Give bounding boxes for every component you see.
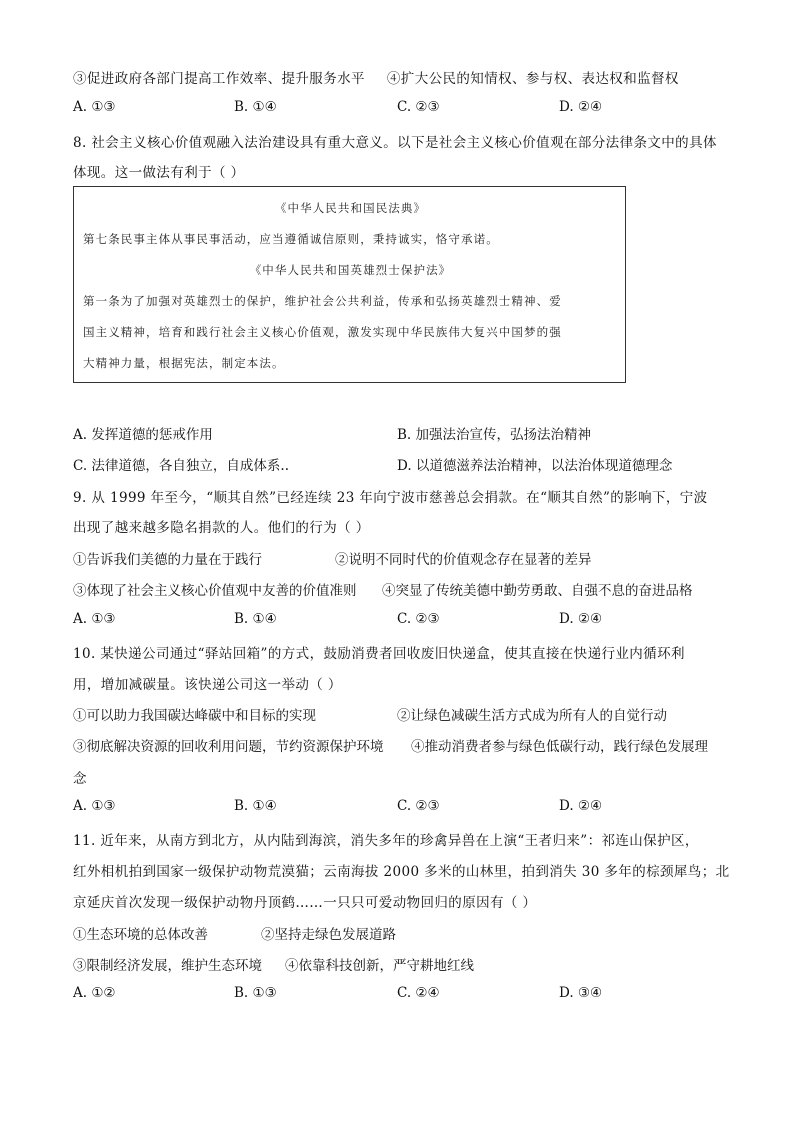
q9-option-d[interactable]: D. ②④ xyxy=(559,611,603,627)
law-text-heroes-line-1: 第一条为了加强对英雄烈士的保护，维护社会公共利益，传承和弘扬英雄烈士精神、爱 xyxy=(83,294,562,308)
q11-stmt-1: ①生态环境的总体改善 xyxy=(73,927,208,943)
q11-options xyxy=(73,985,713,1005)
q10-stmt-4: ④推动消费者参与绿色低碳行动，践行绿色发展理 xyxy=(411,739,708,755)
q10-stmt-2: ②让绿色减碳生活方式成为所有人的自觉行动 xyxy=(397,708,667,724)
q11-option-c[interactable]: C. ②④ xyxy=(397,985,440,1001)
q11-option-d[interactable]: D. ③④ xyxy=(559,985,603,1001)
q8-option-c[interactable]: C. 法律道德，各自独立，自成体系.. xyxy=(73,458,290,474)
q8-option-b[interactable]: B. 加强法治宣传，弘扬法治精神 xyxy=(397,427,592,443)
q9-stmt-4: ④突显了传统美德中勤劳勇敢、自强不息的奋进品格 xyxy=(382,583,693,599)
q8-law-excerpt-box xyxy=(73,186,626,383)
q11-stem-line-1: 11. 近年来，从南方到北方，从内陆到海滨，消失多年的珍禽异兽在上演“王者归来”：祁连山保护区， xyxy=(73,833,699,849)
q11-stem-line-3: 京延庆首次发现一级保护动物丹顶鹤……一只只可爱动物回归的原因有（ ） xyxy=(73,895,537,911)
q10-stmt-4-cont: 念 xyxy=(73,771,87,787)
q10-option-b[interactable]: B. ①④ xyxy=(234,798,277,814)
q9-option-c[interactable]: C. ②③ xyxy=(397,611,440,627)
q11-stem-line-2: 红外相机拍到国家一级保护动物荒漠猫；云南海拔 2000 多米的山林里，拍到消失 30 多年的棕颈犀鸟；北 xyxy=(73,864,730,880)
q7-option-a[interactable]: A. ①③ xyxy=(73,99,116,115)
q10-stmt-1: ①可以助力我国碳达峰碳中和目标的实现 xyxy=(73,708,316,724)
law-text-heroes-line-3: 大精神力量，根据宪法，制定本法。 xyxy=(83,356,285,370)
q9-stem-line-2: 出现了越来越多隐名捐款的人。他们的行为（ ） xyxy=(73,520,370,536)
q7-option-c[interactable]: C. ②③ xyxy=(397,99,440,115)
q11-stmt-2: ②坚持走绿色发展道路 xyxy=(261,927,396,943)
q8-options-row-2 xyxy=(73,454,713,474)
q11-stmt-4: ④依靠科技创新，严守耕地红线 xyxy=(285,958,474,974)
q10-options xyxy=(73,798,713,818)
q8-stem-line-1: 8. 社会主义核心价值观融入法治建设具有重大意义。以下是社会主义核心价值观在部分法律条文中的具体 xyxy=(73,135,717,151)
q11-stmt-3: ③限制经济发展，维护生态环境 xyxy=(73,958,262,974)
q9-option-a[interactable]: A. ①③ xyxy=(73,611,116,627)
q7-stmt-3: ③促进政府各部门提高工作效率、提升服务水平 xyxy=(73,71,365,87)
q7-option-b[interactable]: B. ①④ xyxy=(234,99,277,115)
q9-option-b[interactable]: B. ①④ xyxy=(234,611,277,627)
law-text-civil-code: 第七条民事主体从事民事活动，应当遵循诚信原则，秉持诚实，恪守承诺。 xyxy=(83,232,499,246)
q7-statements-row xyxy=(73,67,679,87)
q7-option-d[interactable]: D. ②④ xyxy=(559,99,603,115)
q10-stem-line-2: 用，增加减碳量。该快递公司这一举动（ ） xyxy=(73,677,342,693)
q8-stem-line-2: 体现。这一做法有利于（ ） xyxy=(73,165,245,181)
q8-option-a[interactable]: A. 发挥道德的惩戒作用 xyxy=(73,427,213,443)
q10-stmt-3: ③彻底解决资源的回收利用问题，节约资源保护环境 xyxy=(73,739,384,755)
q11-option-a[interactable]: A. ①② xyxy=(73,985,116,1001)
q9-stmt-1: ①告诉我们美德的力量在于践行 xyxy=(73,552,262,568)
q10-option-d[interactable]: D. ②④ xyxy=(559,798,603,814)
q10-option-c[interactable]: C. ②③ xyxy=(397,798,440,814)
q8-options-row-1 xyxy=(73,423,713,443)
law-title-heroes-protection: 《中华人民共和国英雄烈士保护法》 xyxy=(249,263,452,277)
q10-stem-line-1: 10. 某快递公司通过“驿站回箱”的方式，鼓励消费者回收废旧快递盒，使其直接在快递行业内循环利 xyxy=(73,646,685,662)
q7-options xyxy=(73,99,713,119)
law-title-civil-code: 《中华人民共和国民法典》 xyxy=(274,201,427,215)
q10-option-a[interactable]: A. ①③ xyxy=(73,798,116,814)
q7-stmt-4: ④扩大公民的知情权、参与权、表达权和监督权 xyxy=(386,71,679,87)
q9-options xyxy=(73,611,713,631)
q8-option-d[interactable]: D. 以道德滋养法治精神，以法治体现道德理念 xyxy=(397,458,673,474)
q9-stmt-2: ②说明不同时代的价值观念存在显著的差异 xyxy=(335,552,592,568)
q9-stem-line-1: 9. 从 1999 年至今，“顺其自然”已经连续 23 年向宁波市慈善总会捐款。在“顺其自然”的影响下，宁波 xyxy=(73,490,708,506)
q9-stmt-3: ③体现了社会主义核心价值观中友善的价值准则 xyxy=(73,583,357,599)
law-text-heroes-line-2: 国主义精神，培育和践行社会主义核心价值观，激发实现中华民族伟大复兴中国梦的强 xyxy=(83,325,562,339)
q11-option-b[interactable]: B. ①③ xyxy=(234,985,277,1001)
